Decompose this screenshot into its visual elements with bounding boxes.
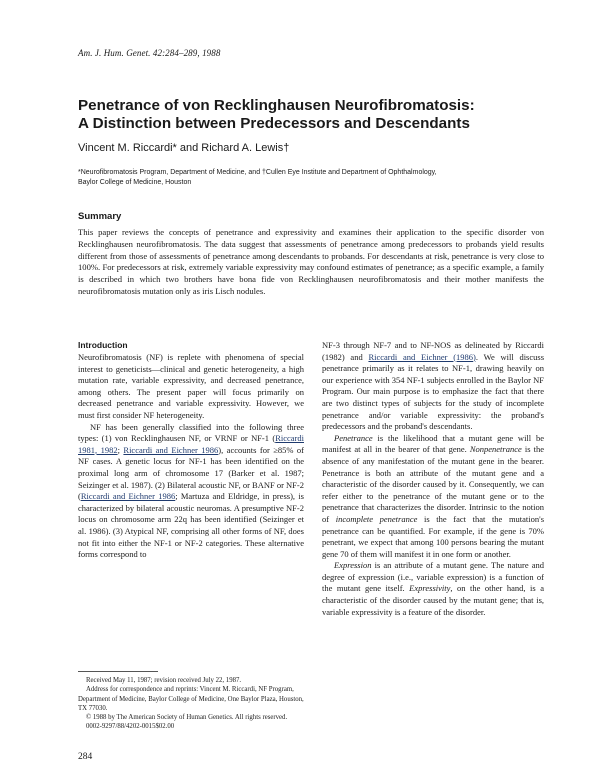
footnote-copyright: © 1988 by The American Society of Human Genetics. All rights reserved.	[86, 714, 288, 722]
term-expression: Expression	[334, 560, 372, 571]
term-nonpenetrance: Nonpenetrance	[469, 444, 522, 455]
affiliation-line-1: *Neurofibromatosis Program, Department of Medicine, and †Cullen Eye Institute and Department of Ophthalmology,	[78, 169, 437, 176]
page-number: 284	[78, 752, 93, 762]
affiliation-line-2: Baylor College of Medicine, Houston	[78, 179, 192, 186]
journal-citation: Am. J. Hum. Genet. 42:284–289, 1988	[78, 48, 221, 58]
citation-link-riccardi-eichner-1986-c[interactable]: Riccardi and Eichner (1986)	[368, 351, 476, 362]
title-line-2: A Distinction between Predecessors and Descendants	[78, 115, 470, 132]
intro-paragraph-2: NF has been generally classified into the following three types: (1) von Recklinghausen NF, or VRNF or NF-1 (Riccardi 1981, 1982; Riccardi and Eichner 1986), accounts for ≥85% of NF cases. A genetic locus for NF-1 has been identified on the proximal long arm of chromosome 17 (Barker et al. 1987; Seizinger et al. 1987). (2) Bilateral acoustic NF, or BANF or NF-2 (Riccardi and Eichner 1986; Martuza and Eldridge, in press), is characterized by bilateral acoustic neuromas. A presumptive NF-2 locus on chromosome arm 22q has been identified (Seizinger et al. 1986). (3) Atypical NF, comprising all other forms of NF, does not fit into either the NF-1 or NF-2 categories. These alternative forms correspond to	[78, 421, 305, 560]
footnote-address: Address for correspondence and reprints: Vincent M. Riccardi, NF Program, Department of Medicine, Baylor College of Medicine, One Baylor Plaza, Houston, TX 77030.	[78, 686, 304, 712]
footnote-divider	[78, 671, 158, 672]
author-list: Vincent M. Riccardi* and Richard A. Lewis†	[78, 142, 290, 154]
right-paragraph-1: NF-3 through NF-7 and to NF-NOS as delineated by Riccardi (1982) and Riccardi and Eichner (1986). We will discuss penetrance primarily as it relates to NF-1, drawing heavily on our experience with 354 NF-1 subjects enrolled in the Baylor NF Program. Our main purpose is to emphasize the fact that there are two distinct types of subjects for the study of incomplete penetrance and/or variable expressivity: the proband's predecessors and the proband's descendants.	[322, 340, 545, 432]
term-penetrance: Penetrance	[334, 432, 373, 443]
summary-heading: Summary	[78, 211, 122, 222]
intro-paragraph-1: Neurofibromatosis (NF) is replete with phenomena of special interest to geneticists—clinical and genetic heterogeneity, a high mutation rate, variable expressivity, and decreased penetrance, among others. The present paper will focus primarily on decreased penetrance and variable expressivity. However, we must first consider NF heterogeneity.	[78, 352, 304, 420]
term-incomplete-penetrance: incomplete penetrance	[335, 513, 418, 524]
citation-link-riccardi-1981[interactable]: Riccardi 1981, 1982	[78, 433, 304, 455]
footnote-issn: 0002-9297/88/4202-0015$02.00	[86, 723, 175, 731]
left-column	[78, 352, 304, 561]
citation-link-riccardi-eichner-1986-b[interactable]: Riccardi and Eichner 1986	[80, 491, 176, 502]
penetrance-paragraph: Penetrance is the likelihood that a mutant gene will be manifest at all in the bearer of that gene. Nonpenetrance is the absence of any manifestation of the mutant gene in the bearer. Penetrance is both an attribute of the mutant gene and a characteristic of the disorder caused by it. Consequently, we can refer either to the penetrance of the mutant gene or to the penetrance that characterizes the disorder. Intrinsic to the notion of incomplete penetrance is the fact that the mutation's penetrance can be quantified. For example, if the gene is 70% penetrant, we expect that among 100 persons bearing the mutant gene 70 of them will manifest it in one form or another.	[322, 432, 544, 559]
right-column	[322, 340, 544, 618]
term-expressivity: Expressivity	[409, 583, 451, 594]
footnote-received: Received May 11, 1987; revision received July 22, 1987.	[86, 677, 242, 684]
footnotes	[78, 676, 304, 732]
affiliations	[78, 168, 548, 188]
citation-link-riccardi-eichner-1986[interactable]: Riccardi and Eichner 1986	[123, 444, 219, 455]
expression-paragraph: Expression is an attribute of a mutant gene. The nature and degree of expression (i.e., variable expression) is a function of the mutant gene itself. Expressivity, on the other hand, is a characteristic of the disorder caused by the mutant gene; that is, variable expressivity is a feature of the disorder.	[322, 560, 544, 617]
summary-text: This paper reviews the concepts of penetrance and expressivity and examines their application to the specific disorder von Recklinghausen neurofibromatosis. The data suggest that assessments of penetrance among predecessors to probands yield results different from those of assessments of penetrance among descendants to probands. For descendants at risk, penetrance is very close to 100%. For predecessors at risk, extremely variable expressivity may confound estimates of penetrance; as a specific example, a family is described in which two brothers have bona fide von Recklinghausen neurofibromatosis and their mother manifests the neurofibromatosis mutation only as iris Lisch nodules.	[78, 227, 544, 296]
title-line-1: Penetrance of von Recklinghausen Neurofibromatosis:	[78, 97, 475, 114]
introduction-heading: Introduction	[78, 340, 128, 350]
article-title	[78, 97, 548, 133]
